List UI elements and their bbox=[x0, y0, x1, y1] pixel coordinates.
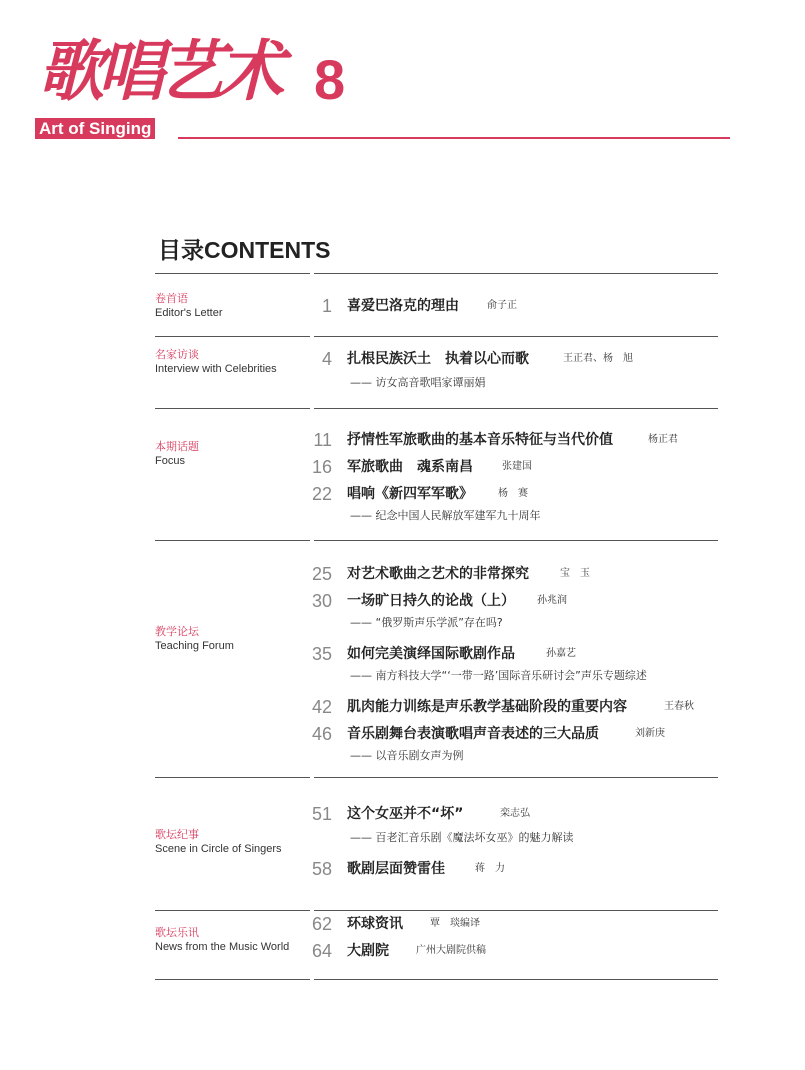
page-number: 11 bbox=[313, 430, 332, 450]
section-divider bbox=[314, 336, 718, 337]
page-number: 25 bbox=[311, 564, 332, 584]
section-divider bbox=[314, 979, 718, 980]
article-title: 音乐剧舞台表演歌唱声音表述的三大品质 bbox=[347, 726, 599, 742]
section-divider bbox=[314, 540, 718, 541]
page-number: 64 bbox=[311, 941, 332, 961]
page-number: 46 bbox=[311, 724, 332, 744]
page-number: 51 bbox=[311, 804, 332, 824]
article-title: 环球资讯 bbox=[347, 916, 403, 932]
article-author: 张建国 bbox=[502, 461, 532, 472]
article-title: 喜爱巴洛克的理由 bbox=[347, 298, 459, 314]
article-author: 覃 琰编译 bbox=[430, 918, 480, 929]
category-cn: 卷首语 bbox=[155, 292, 188, 305]
section-category bbox=[155, 440, 199, 468]
section-category bbox=[155, 292, 223, 320]
article-author: 王正君、杨 旭 bbox=[563, 353, 633, 364]
section-category bbox=[155, 348, 277, 376]
article-author: 刘新庚 bbox=[635, 728, 665, 739]
logo-title-cn: 歌唱艺术 bbox=[38, 32, 278, 110]
article-author: 栾志弘 bbox=[500, 808, 530, 819]
article-subtitle: —— 访女高音歌唱家谭丽娟 bbox=[350, 376, 486, 389]
article-title: 唱响《新四军军歌》 bbox=[347, 486, 473, 502]
article-author: 孙嘉艺 bbox=[546, 648, 576, 659]
page-number: 35 bbox=[311, 644, 332, 664]
section-divider bbox=[314, 273, 718, 274]
section-divider bbox=[155, 777, 310, 778]
category-en: Teaching Forum bbox=[155, 640, 234, 652]
article-title: 如何完美演绎国际歌剧作品 bbox=[347, 646, 515, 662]
section-divider bbox=[314, 408, 718, 409]
article-subtitle: —— 南方科技大学“‘一带一路’国际音乐研讨会”声乐专题综述 bbox=[350, 669, 647, 682]
section-divider bbox=[155, 408, 310, 409]
section-divider bbox=[155, 540, 310, 541]
category-en: Editor's Letter bbox=[155, 307, 223, 319]
section-category bbox=[155, 926, 289, 954]
category-en: Interview with Celebrities bbox=[155, 363, 277, 375]
article-author: 杨 赛 bbox=[498, 488, 528, 499]
page-number: 22 bbox=[311, 484, 332, 504]
article-title: 军旅歌曲 魂系南昌 bbox=[347, 459, 473, 475]
article-subtitle: —— “俄罗斯声乐学派”存在吗? bbox=[350, 616, 503, 629]
article-subtitle: —— 以音乐剧女声为例 bbox=[350, 749, 464, 762]
category-cn: 名家访谈 bbox=[155, 348, 199, 361]
page-number: 42 bbox=[311, 697, 332, 717]
category-cn: 本期话题 bbox=[155, 440, 199, 453]
category-en: Scene in Circle of Singers bbox=[155, 843, 282, 855]
article-title: 歌剧层面赞雷佳 bbox=[347, 861, 445, 877]
logo-title-en: Art of Singing bbox=[35, 118, 155, 139]
section-category bbox=[155, 828, 282, 856]
page-number: 16 bbox=[311, 457, 332, 477]
article-author: 广州大剧院供稿 bbox=[416, 945, 486, 956]
section-category bbox=[155, 625, 234, 653]
page-number: 62 bbox=[311, 914, 332, 934]
article-author: 蒋 力 bbox=[475, 863, 505, 874]
article-title: 肌肉能力训练是声乐教学基础阶段的重要内容 bbox=[347, 699, 627, 715]
article-title: 对艺术歌曲之艺术的非常探究 bbox=[347, 566, 529, 582]
article-title: 一场旷日持久的论战（上） bbox=[347, 593, 515, 609]
section-divider bbox=[155, 910, 310, 911]
category-en: News from the Music World bbox=[155, 941, 290, 953]
page-number: 30 bbox=[311, 591, 332, 611]
header-divider bbox=[178, 137, 730, 139]
issue-number: 8 bbox=[314, 48, 346, 111]
category-en: Focus bbox=[155, 455, 185, 467]
page-title: 目录CONTENTS bbox=[158, 237, 331, 263]
article-subtitle: —— 百老汇音乐剧《魔法坏女巫》的魅力解读 bbox=[350, 831, 574, 844]
article-author: 俞子正 bbox=[487, 300, 517, 311]
article-title: 扎根民族沃土 执着以心而歌 bbox=[347, 351, 529, 367]
section-divider bbox=[155, 979, 310, 980]
article-title: 大剧院 bbox=[347, 943, 389, 959]
article-author: 孙兆润 bbox=[537, 595, 567, 606]
page-number: 4 bbox=[321, 349, 332, 369]
article-author: 王春秋 bbox=[664, 701, 694, 712]
article-author: 杨正君 bbox=[648, 434, 678, 445]
section-divider bbox=[155, 336, 310, 337]
article-title: 这个女巫并不“坏” bbox=[347, 806, 464, 822]
page-number: 58 bbox=[311, 859, 332, 879]
section-divider bbox=[155, 273, 310, 274]
article-subtitle: —— 纪念中国人民解放军建军九十周年 bbox=[350, 509, 541, 522]
category-cn: 教学论坛 bbox=[155, 625, 199, 638]
section-divider bbox=[314, 777, 718, 778]
category-cn: 歌坛纪事 bbox=[155, 828, 199, 841]
article-author: 宝 玉 bbox=[560, 568, 590, 579]
section-divider bbox=[314, 910, 718, 911]
category-cn: 歌坛乐讯 bbox=[155, 926, 199, 939]
page-number: 1 bbox=[321, 296, 332, 316]
article-title: 抒情性军旅歌曲的基本音乐特征与当代价值 bbox=[347, 432, 613, 448]
